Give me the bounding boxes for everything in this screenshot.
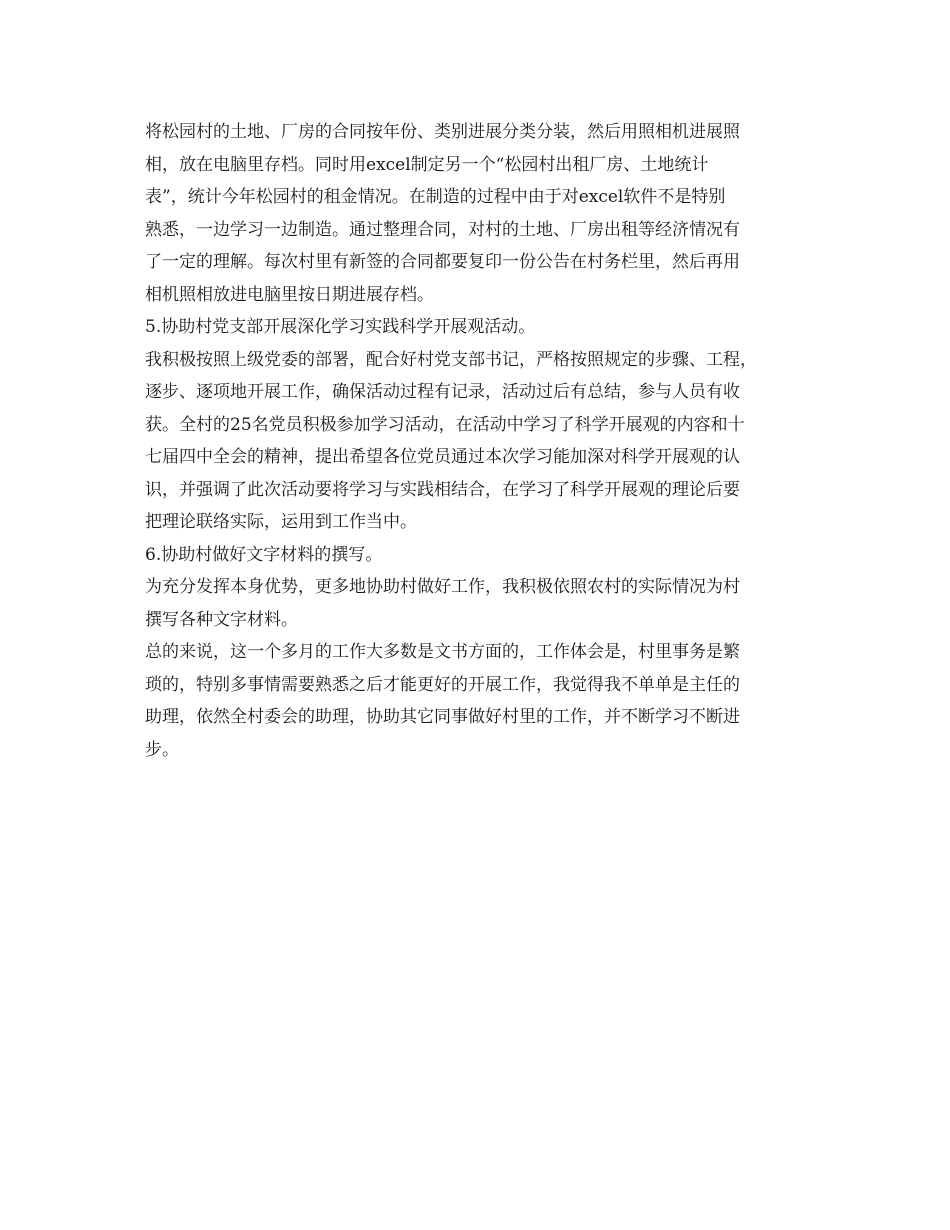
document-body	[145, 116, 810, 766]
text-line: 将松园村的土地、厂房的合同按年份、类别进展分类分装，然后用照相机进展照	[145, 122, 740, 142]
text-line: 了一定的理解。每次村里有新签的合同都要复印一份公告在村务栏里，然后再用	[145, 252, 740, 272]
text-line: 步。	[145, 739, 179, 760]
text-line: 我积极按照上级党委的部署，配合好村党支部书记，严格按照规定的步骤、工程，	[145, 349, 757, 370]
text-line: 熟悉，一边学习一边制造。通过整理合同，对村的土地、厂房出租等经济情况有	[145, 219, 740, 240]
text-line: 琐的，特别多事情需要熟悉之后才能更好的开展工作，我觉得我不单单是主任的	[145, 674, 740, 695]
text-line: 相机照相放进电脑里按日期进展存档。	[145, 284, 434, 305]
section-heading: 5.协助村党支部开展深化学习实践科学开展观活动。	[145, 317, 536, 337]
text-line: 获。全村的25名党员积极参加学习活动，在活动中学习了科学开展观的内容和十	[145, 414, 745, 435]
section-heading: 6.协助村做好文字材料的撰写。	[145, 544, 383, 565]
text-line: 把理论联络实际，运用到工作当中。	[145, 512, 417, 532]
text-line: 总的来说，这一个多月的工作大多数是文书方面的，工作体会是，村里事务是繁	[145, 642, 740, 662]
text-line: 识，并强调了此次活动要将学习与实践相结合，在学习了科学开展观的理论后要	[145, 479, 740, 500]
text-line: 为充分发挥本身优势，更多地协助村做好工作，我积极依照农村的实际情况为村	[145, 577, 740, 597]
text-line: 表”，统计今年松园村的租金情况。在制造的过程中由于对excel软件不是特别	[145, 187, 726, 207]
text-line: 相，放在电脑里存档。同时用excel制定另一个“松园村出租厂房、土地统计	[145, 154, 709, 175]
text-line: 逐步、逐项地开展工作，确保活动过程有记录，活动过后有总结，参与人员有收	[145, 382, 740, 402]
text-line: 七届四中全会的精神，提出希望各位党员通过本次学习能加深对科学开展观的认	[145, 447, 740, 467]
text-line: 撰写各种文字材料。	[145, 609, 298, 630]
text-line: 助理，依然全村委会的助理，协助其它同事做好村里的工作，并不断学习不断进	[145, 707, 740, 727]
